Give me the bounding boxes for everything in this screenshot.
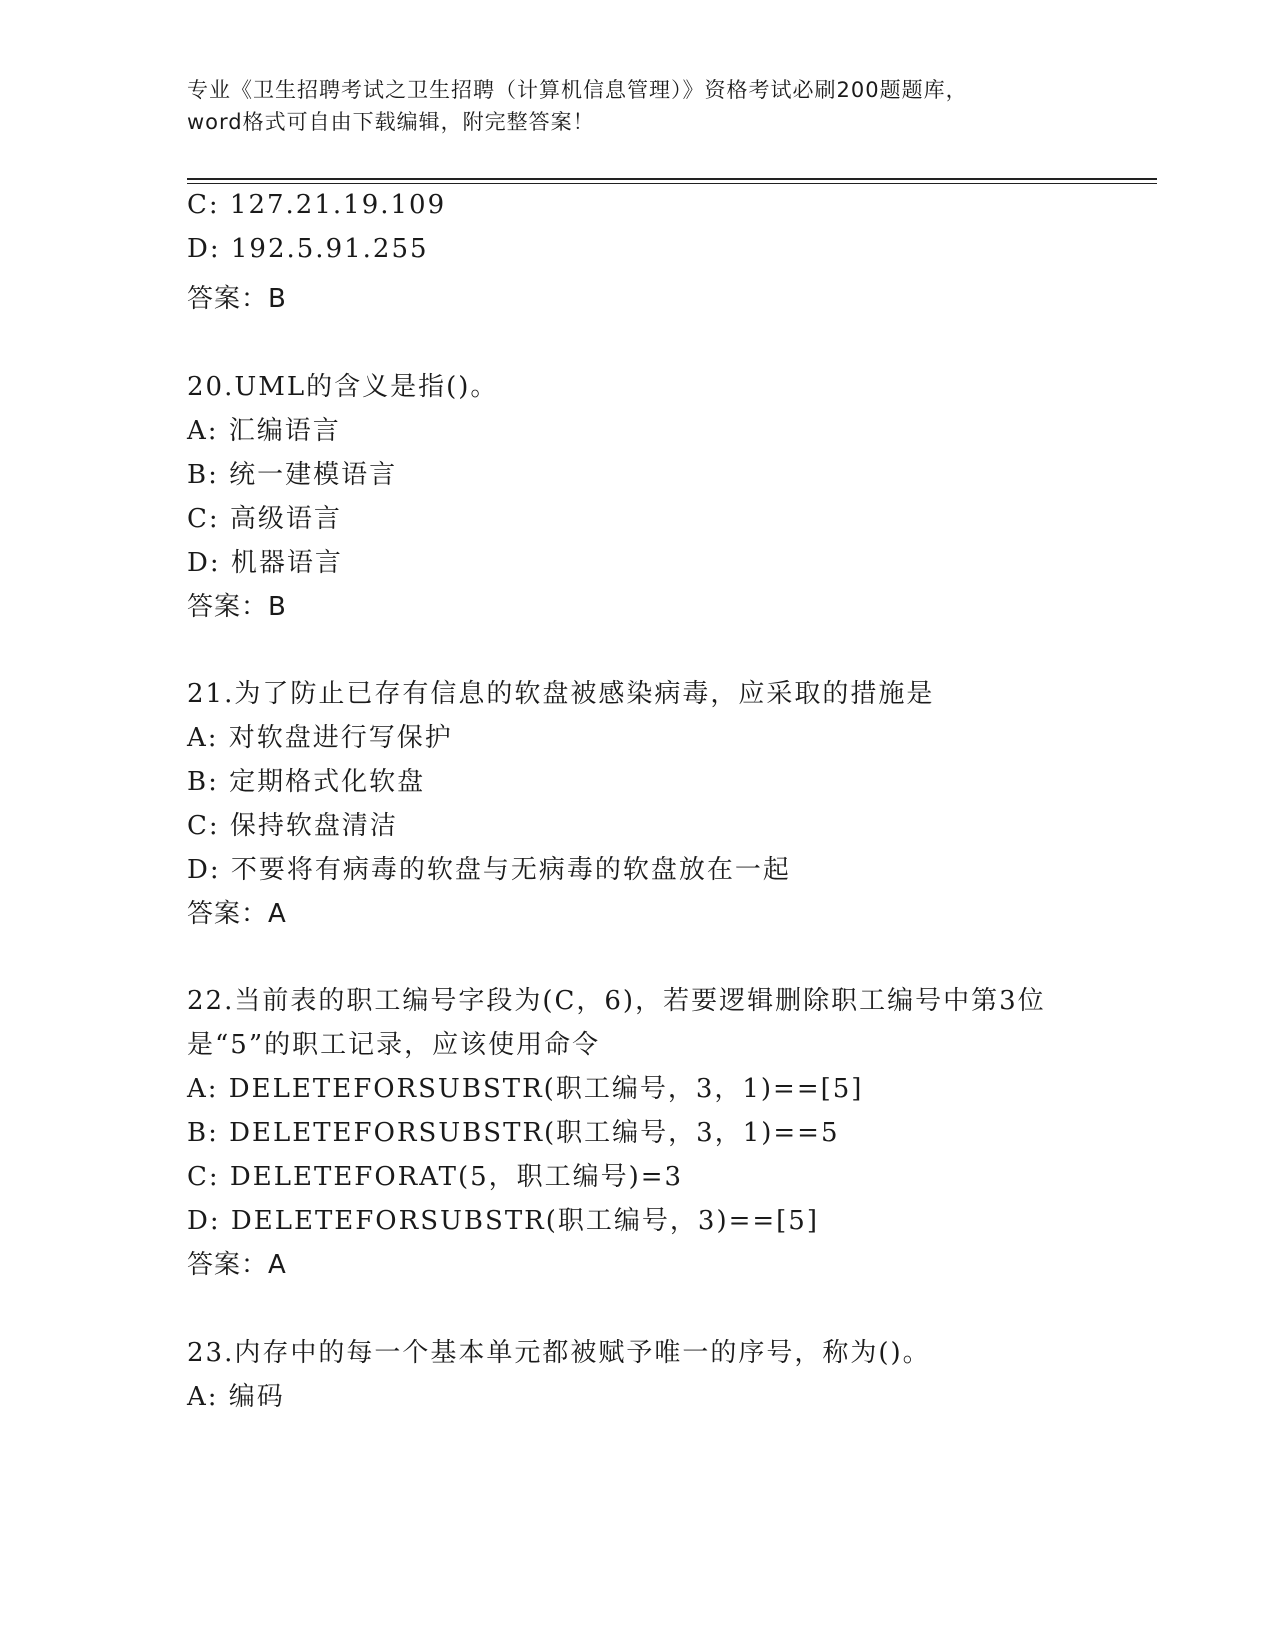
prev-option-c: C: 127.21.19.109	[187, 190, 447, 220]
q20-option-c: C: 高级语言	[187, 504, 342, 534]
q23-option-a: A: 编码	[187, 1382, 285, 1412]
prev-answer: 答案：B	[187, 284, 287, 314]
prev-option-d: D: 192.5.91.255	[187, 234, 429, 264]
header-title-line-2: word格式可自由下载编辑，附完整答案！	[187, 110, 595, 134]
header-divider-thick	[187, 178, 1157, 180]
document-header	[187, 74, 1087, 138]
q21-option-d: D: 不要将有病毒的软盘与无病毒的软盘放在一起	[187, 855, 791, 885]
q20-stem: 20.UML的含义是指()。	[187, 372, 499, 402]
q22-stem-line-2: 是“5”的职工记录，应该使用命令	[187, 1030, 601, 1060]
q22-stem-line-1: 22.当前表的职工编号字段为(C，6)，若要逻辑删除职工编号中第3位	[187, 986, 1046, 1016]
q22-option-c: C: DELETEFORAT(5，职工编号)=3	[187, 1162, 684, 1192]
q23-stem: 23.内存中的每一个基本单元都被赋予唯一的序号，称为()。	[187, 1338, 931, 1368]
q20-answer: 答案：B	[187, 592, 287, 622]
header-title-line-1: 专业《卫生招聘考试之卫生招聘（计算机信息管理）》资格考试必刷200题题库，	[187, 78, 968, 102]
q21-option-c: C: 保持软盘清洁	[187, 811, 398, 841]
q20-option-d: D: 机器语言	[187, 548, 343, 578]
q21-option-b: B: 定期格式化软盘	[187, 767, 426, 797]
q22-option-a: A: DELETEFORSUBSTR(职工编号，3，1)==[5]	[187, 1074, 864, 1104]
q21-answer: 答案：A	[187, 899, 287, 929]
q20-option-a: A: 汇编语言	[187, 416, 341, 446]
header-divider-thin	[187, 183, 1157, 184]
q22-option-d: D: DELETEFORSUBSTR(职工编号，3)==[5]	[187, 1206, 819, 1236]
q20-option-b: B: 统一建模语言	[187, 460, 398, 490]
q21-option-a: A: 对软盘进行写保护	[187, 723, 453, 753]
q21-stem: 21.为了防止已存有信息的软盘被感染病毒，应采取的措施是	[187, 679, 935, 709]
q22-answer: 答案：A	[187, 1250, 287, 1280]
q22-option-b: B: DELETEFORSUBSTR(职工编号，3，1)==5	[187, 1118, 840, 1148]
